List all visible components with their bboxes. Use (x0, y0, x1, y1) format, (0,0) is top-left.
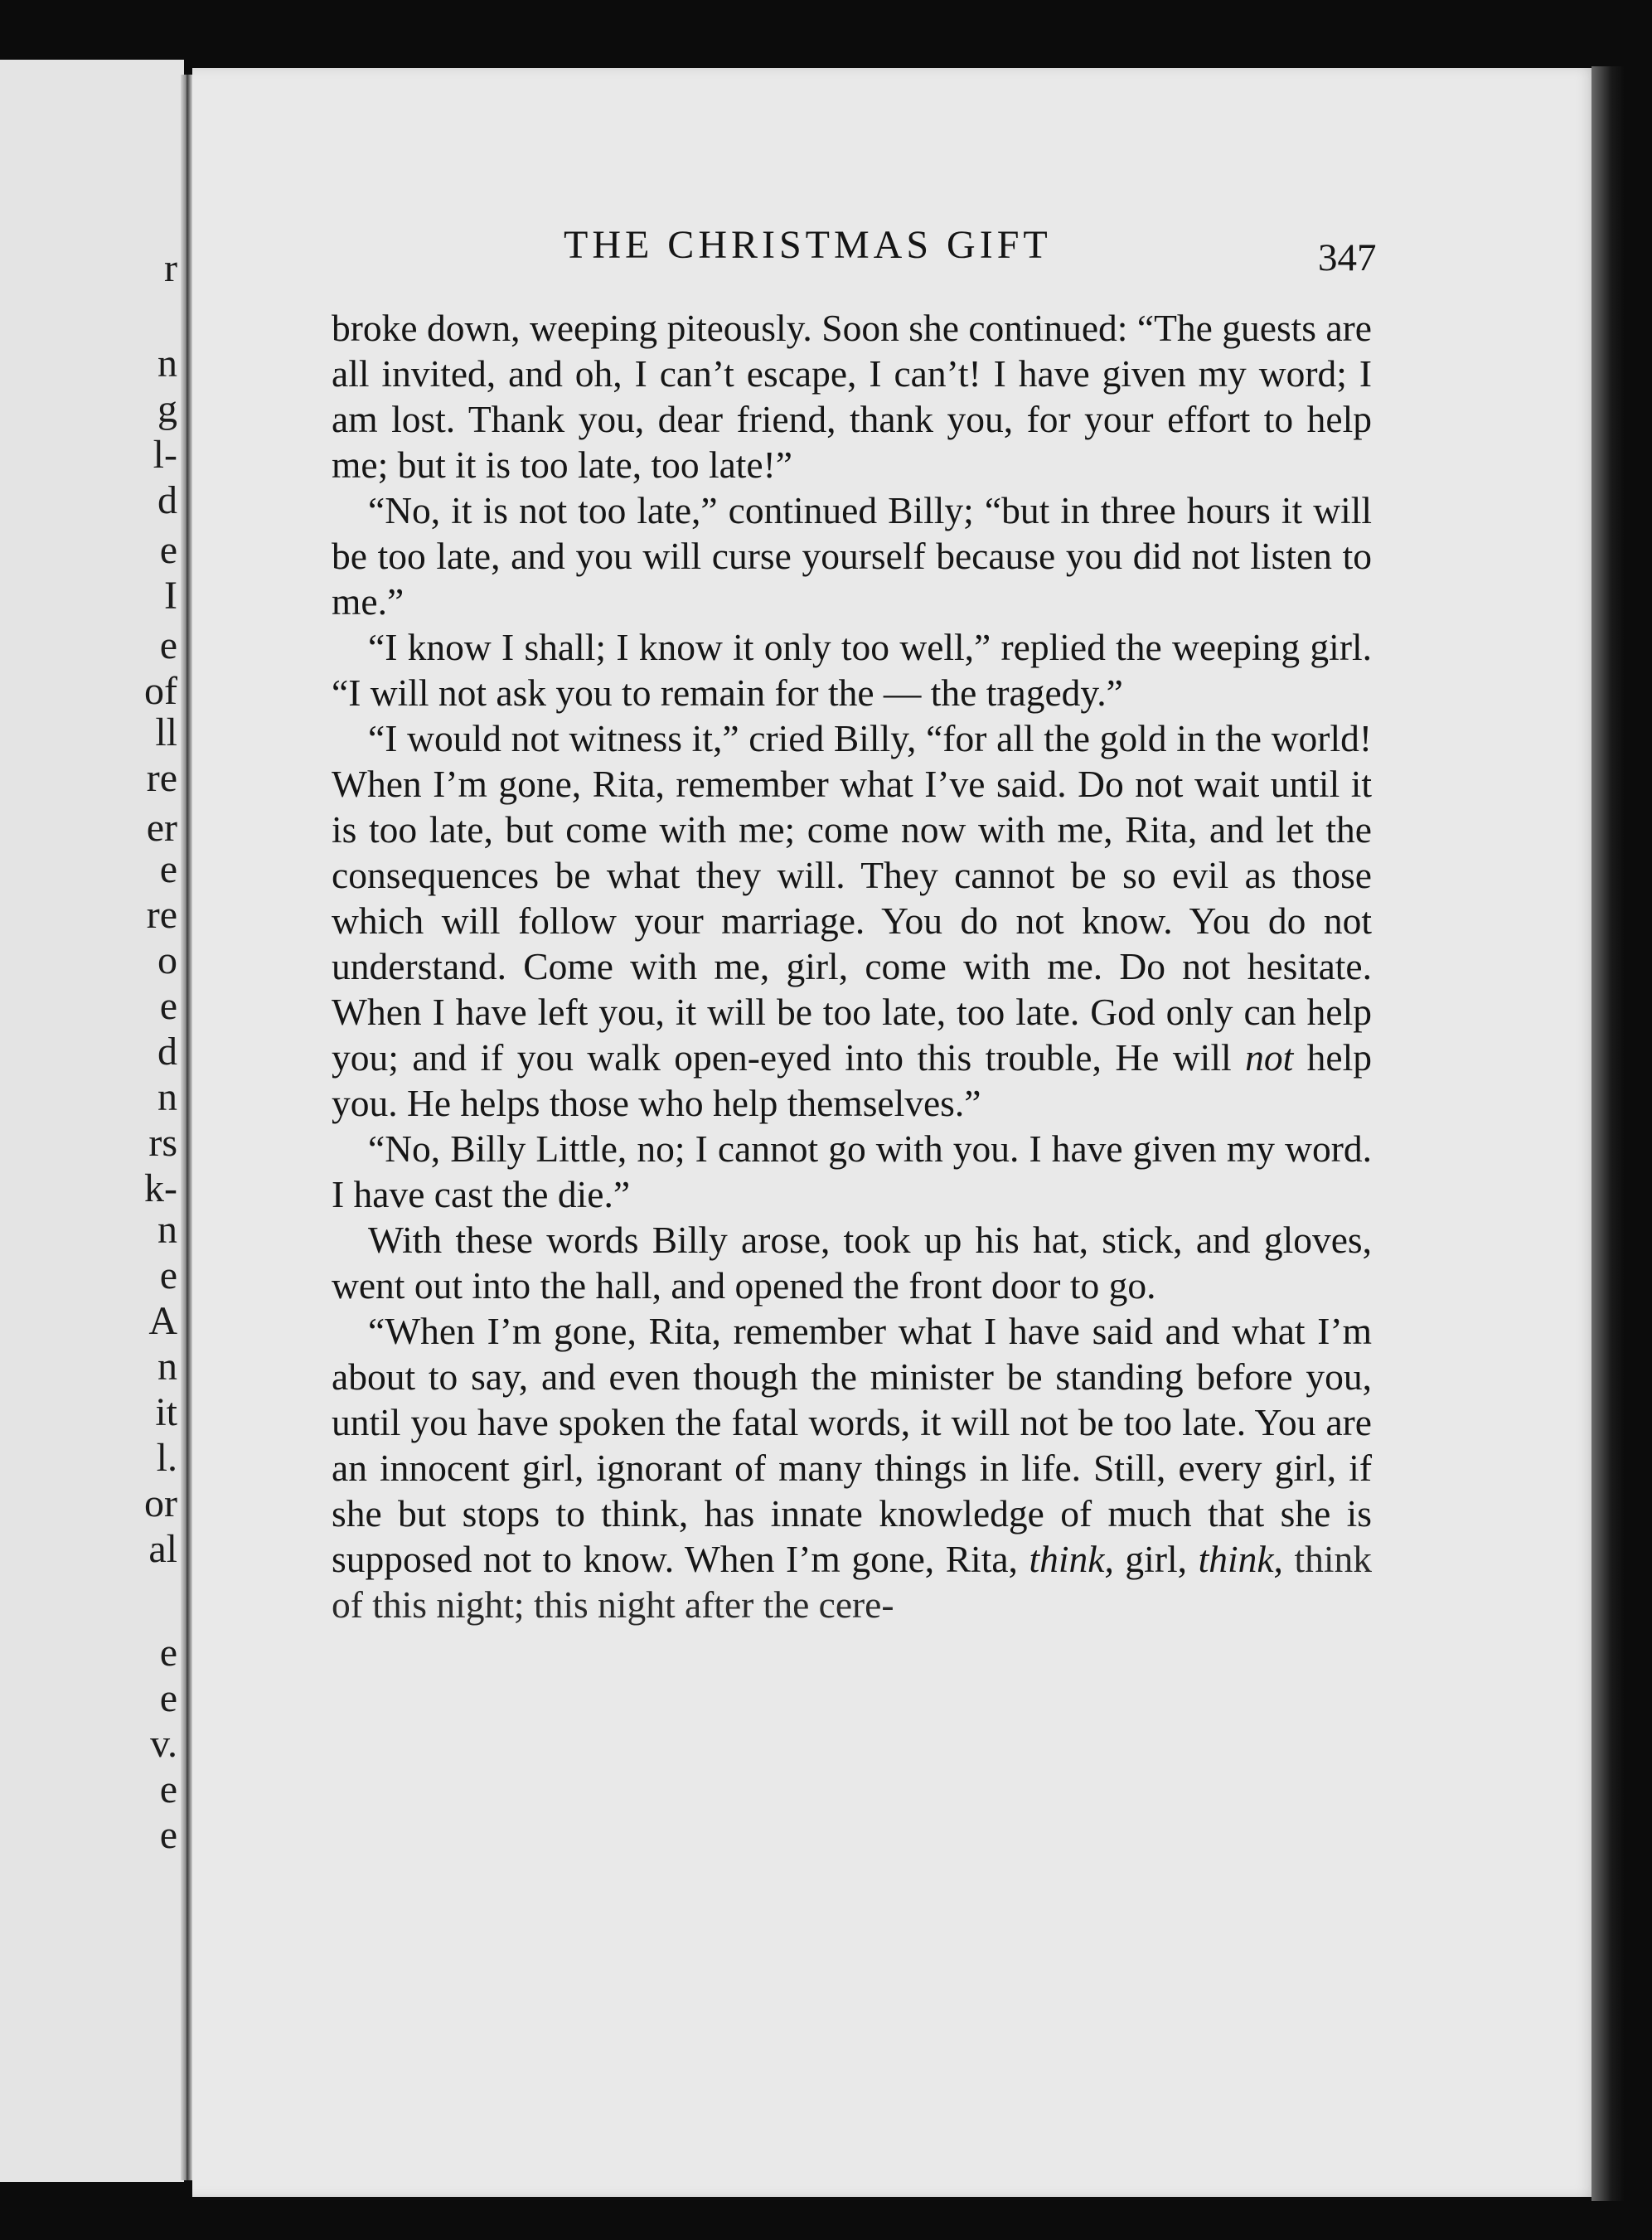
running-head (373, 222, 1377, 279)
facing-page-fragment: of (144, 669, 177, 713)
paragraph: “No, it is not too late,” continued Billy; “but in three hours it will be too late, and you will curse yourself because you did not listen to me.” (332, 489, 1372, 623)
facing-page-fragment: e (159, 1676, 177, 1720)
paragraph-text: “When I’m gone, Rita, remember what I have said and what I’m about to say, and even though the minister be standing before you, until you have spoken the fatal words, it will not be too late. You are an innocent girl, ignorant of many things in life. Still, every girl, if she but stops to think, has innate knowledge of much that she is supposed not to know. When I’m gone, Rita, (332, 1310, 1372, 1580)
paragraph: broke down, weeping piteously. Soon she continued: “The guests are all invited, and oh, I can’t escape, I can’t! I have given my word; I am lost. Thank you, dear friend, thank you, for your effort to help me; but it is too late, too late!” (332, 307, 1372, 486)
facing-page-fragment: v. (150, 1722, 177, 1766)
facing-page-edge (0, 60, 184, 2182)
paragraph (332, 1308, 1372, 1627)
facing-page-fragment: it (155, 1390, 177, 1434)
running-title: THE CHRISTMAS GIFT (564, 223, 1052, 267)
facing-page-fragment: rs (148, 1121, 177, 1165)
emphasis: think, (1198, 1538, 1283, 1580)
facing-page-fragment: e (159, 984, 177, 1028)
emphasis: think, (1029, 1538, 1114, 1580)
facing-page-fragment: n (157, 1075, 177, 1119)
facing-page-fragment: e (159, 1631, 177, 1675)
facing-page-fragment: n (157, 1345, 177, 1389)
paragraph-text: think of this night; this night after the cere- (332, 1538, 1373, 1626)
facing-page-fragment: or (144, 1481, 177, 1525)
paragraph (332, 715, 1372, 1126)
facing-page-fragment: e (159, 623, 177, 667)
paragraph: With these words Billy arose, took up his hat, stick, and gloves, went out into the hall, and opened the front door to go. (332, 1219, 1372, 1307)
facing-page-fragment: ll (155, 710, 177, 754)
facing-page-fragment: k- (144, 1166, 177, 1210)
paragraph-text: girl, (1125, 1538, 1187, 1580)
page-number: 347 (1318, 236, 1377, 279)
paragraph: “No, Billy Little, no; I cannot go with you. I have given my word. I have cast the die.” (332, 1127, 1372, 1215)
facing-page-fragment: l- (153, 433, 177, 477)
paragraph-text: “I would not witness it,” cried Billy, “for all the gold in the world! When I’m gone, Rita, remember what I’ve said. Do not wait until it is too late, but come with me; come now with me, Rita, and let the consequences be what they will. They cannot be so evil as those which will follow your marriage. You do not know. You do not understand. Come with me, girl, come with me. Do not hesitate. When I have left you, it will be too late, too late. God only can help you; and if you walk open-eyed into this trouble, He will (332, 717, 1372, 1079)
facing-page-fragment: n (157, 342, 177, 385)
page-edge-shadow (1591, 66, 1625, 2201)
facing-page-fragment: l. (156, 1436, 177, 1480)
book-gutter (181, 75, 192, 2180)
facing-page-fragment: d (157, 478, 177, 522)
facing-page-fragment: n (157, 1208, 177, 1252)
facing-page-fragment: e (159, 847, 177, 891)
emphasis: not (1245, 1036, 1294, 1079)
paragraph-text: help you. He helps those who help themselves.” (332, 1036, 1373, 1124)
paragraph: “I know I shall; I know it only too well,” replied the weeping girl. “I will not ask you to remain for the — the tragedy.” (332, 626, 1372, 714)
body-text (332, 305, 1372, 1627)
facing-page-fragment: e (159, 1253, 177, 1297)
facing-page-fragment: e (159, 528, 177, 572)
facing-page-fragment: al (148, 1527, 177, 1571)
facing-page-fragment: re (146, 756, 177, 800)
facing-page-fragment: e (159, 1767, 177, 1811)
facing-page-fragment: I (164, 574, 177, 618)
facing-page-fragment: g (157, 387, 177, 431)
facing-page-fragment: o (157, 938, 177, 982)
facing-page-fragment: re (146, 893, 177, 937)
facing-page-fragment: r (164, 246, 177, 290)
facing-page-fragment: er (146, 806, 177, 850)
facing-page-fragment: A (148, 1299, 177, 1343)
facing-page-fragment: d (157, 1030, 177, 1074)
facing-page-fragment: e (159, 1813, 177, 1857)
